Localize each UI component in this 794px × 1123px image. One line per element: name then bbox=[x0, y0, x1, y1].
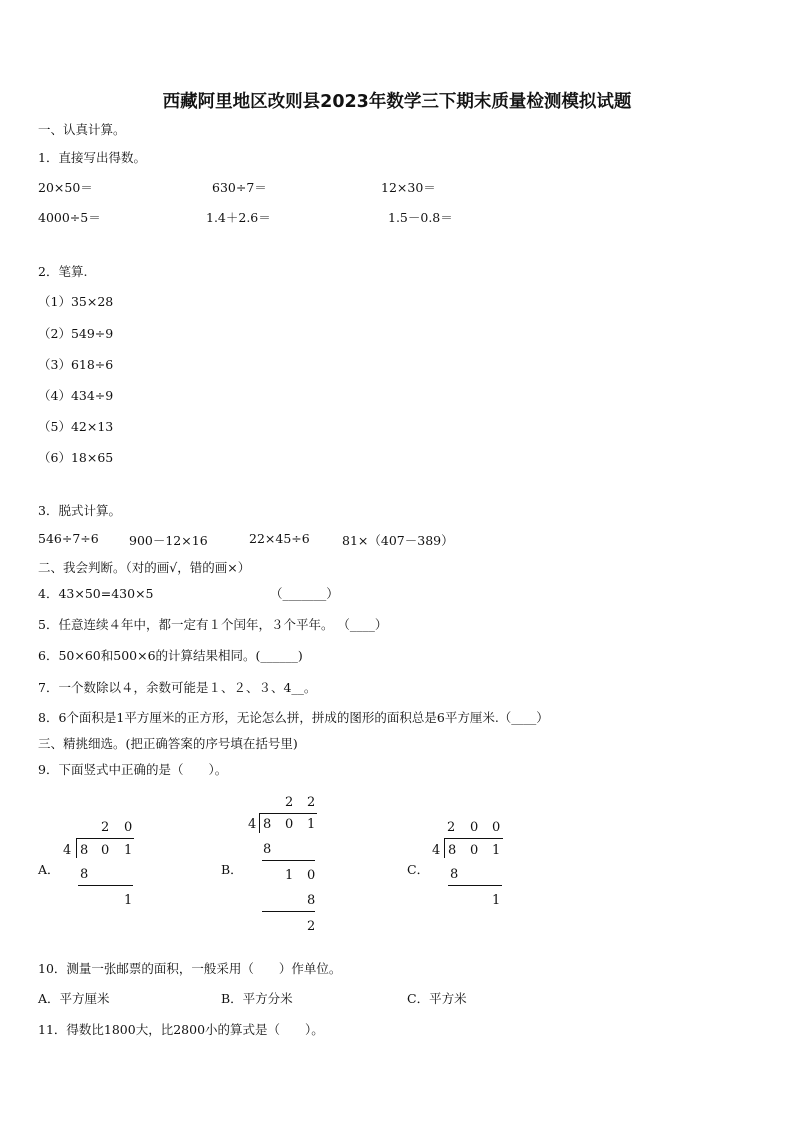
q9-option-c-label[interactable]: C． bbox=[407, 862, 430, 877]
divisor: 4 bbox=[63, 843, 72, 858]
remainder: 2 bbox=[307, 919, 316, 934]
q7-text: 7．一个数除以４，余数可能是１、２、３、4__。 bbox=[38, 680, 317, 695]
subtraction-line bbox=[262, 911, 315, 912]
q2-label: 2．笔算. bbox=[38, 264, 88, 279]
q2-item: （1）35×28 bbox=[38, 294, 114, 309]
divisor: 4 bbox=[432, 843, 441, 858]
section-3-heading: 三、精挑细选。(把正确答案的序号填在括号里) bbox=[38, 736, 298, 751]
dividend-digit: 8 bbox=[263, 817, 272, 832]
division-bar bbox=[76, 838, 134, 839]
q10-label: 10．测量一张邮票的面积，一般采用（ ）作单位。 bbox=[38, 961, 342, 976]
division-bar bbox=[259, 813, 317, 814]
subtraction-line bbox=[448, 885, 502, 886]
q2-item: （6）18×65 bbox=[38, 450, 114, 465]
remainder: 1 bbox=[124, 893, 133, 908]
dividend-digit: 1 bbox=[124, 843, 133, 858]
dividend-digit: 8 bbox=[448, 843, 457, 858]
subtrahend: 8 bbox=[80, 867, 89, 882]
quotient-digit: 0 bbox=[492, 820, 501, 835]
q1-item: 4000÷5＝ bbox=[38, 210, 101, 225]
q10-option-a[interactable]: A．平方厘米 bbox=[38, 991, 110, 1006]
q1-item: 1.4＋2.6＝ bbox=[206, 210, 271, 225]
remainder: 1 bbox=[492, 893, 501, 908]
subtrahend: 8 bbox=[307, 893, 316, 908]
q4-text: 4．43×50=430×5 bbox=[38, 586, 154, 601]
q10-option-b[interactable]: B．平方分米 bbox=[221, 991, 293, 1006]
dividend-digit: 8 bbox=[80, 843, 89, 858]
q5-text: 5．任意连续４年中，都一定有１个闰年，３个平年。 （____） bbox=[38, 617, 388, 632]
subtraction-line bbox=[262, 860, 315, 861]
division-bracket bbox=[444, 838, 445, 858]
q10-option-c[interactable]: C．平方米 bbox=[407, 991, 467, 1006]
division-bracket bbox=[259, 813, 260, 833]
q1-item: 12×30＝ bbox=[381, 180, 436, 195]
quotient-digit: 2 bbox=[447, 820, 456, 835]
q2-item: （3）618÷6 bbox=[38, 357, 114, 372]
division-bar bbox=[444, 838, 503, 839]
quotient-digit: 0 bbox=[124, 820, 133, 835]
q8-text: 8．6个面积是1平方厘米的正方形，无论怎么拼，拼成的图形的面积总是6平方厘米.（____） bbox=[38, 710, 549, 725]
partial-digit: 1 bbox=[285, 868, 294, 883]
q9-option-b-label[interactable]: B． bbox=[221, 862, 243, 877]
q2-item: （2）549÷9 bbox=[38, 326, 114, 341]
quotient-digit: 2 bbox=[101, 820, 110, 835]
division-bracket bbox=[76, 838, 77, 858]
quotient-digit: 0 bbox=[470, 820, 479, 835]
subtrahend: 8 bbox=[263, 842, 272, 857]
quotient-digit: 2 bbox=[285, 795, 294, 810]
dividend-digit: 0 bbox=[470, 843, 479, 858]
q1-item: 20×50＝ bbox=[38, 180, 93, 195]
q6-text: 6．50×60和500×6的计算结果相同。(______) bbox=[38, 648, 303, 663]
dividend-digit: 0 bbox=[285, 817, 294, 832]
q3-label: 3．脱式计算。 bbox=[38, 503, 121, 518]
divisor: 4 bbox=[248, 817, 257, 832]
quotient-digit: 2 bbox=[307, 795, 316, 810]
dividend-digit: 0 bbox=[101, 843, 110, 858]
q3-item: 81×（407－389） bbox=[342, 533, 454, 548]
partial-digit: 0 bbox=[307, 868, 316, 883]
section-1-heading: 一、认真计算。 bbox=[38, 122, 126, 137]
q9-label: 9．下面竖式中正确的是（ ）。 bbox=[38, 762, 228, 777]
q1-item: 630÷7＝ bbox=[212, 180, 267, 195]
q1-item: 1.5－0.8＝ bbox=[388, 210, 453, 225]
page-title: 西藏阿里地区改则县2023年数学三下期末质量检测模拟试题 bbox=[162, 92, 632, 112]
subtraction-line bbox=[78, 885, 133, 886]
q1-label: 1．直接写出得数。 bbox=[38, 150, 146, 165]
dividend-digit: 1 bbox=[492, 843, 501, 858]
q3-item: 22×45÷6 bbox=[249, 531, 310, 546]
q4-answer-blank[interactable]: （_______） bbox=[270, 586, 339, 601]
q2-item: （4）434÷9 bbox=[38, 388, 114, 403]
dividend-digit: 1 bbox=[307, 817, 316, 832]
section-2-heading: 二、我会判断。（对的画√，错的画×） bbox=[38, 560, 251, 575]
q3-item: 546÷7÷6 bbox=[38, 531, 99, 546]
q2-item: （5）42×13 bbox=[38, 419, 114, 434]
q11-label: 11．得数比1800大，比2800小的算式是（ ）。 bbox=[38, 1022, 324, 1037]
q9-option-a-label[interactable]: A． bbox=[38, 862, 60, 877]
q3-item: 900－12×16 bbox=[129, 533, 208, 548]
subtrahend: 8 bbox=[450, 867, 459, 882]
